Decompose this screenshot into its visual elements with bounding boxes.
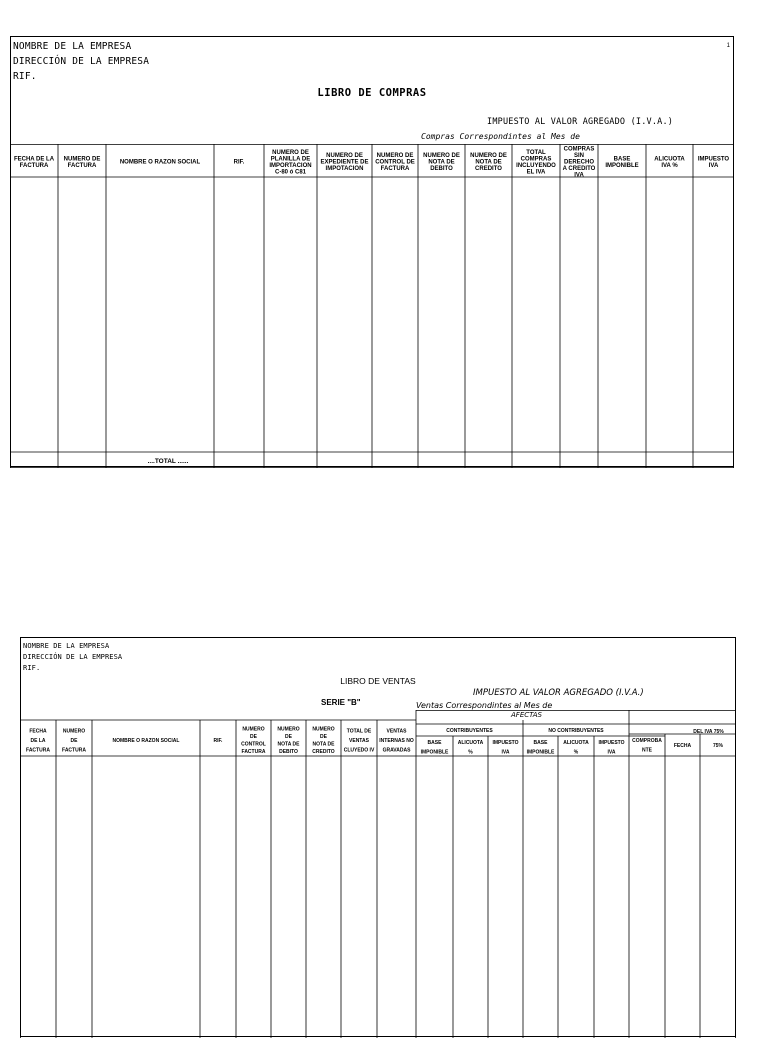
sales-book-title: LIBRO DE VENTAS: [340, 676, 416, 686]
purchases-book-sheet: [10, 36, 734, 467]
sales-column-header: FACTURA: [62, 747, 86, 754]
sales-column-header: FACTURA: [241, 749, 266, 755]
sales-column-header: NUMERO: [312, 726, 335, 733]
sales-column-header: %: [573, 749, 579, 756]
contribuyentes-label: CONTRIBUYENTES: [446, 727, 493, 734]
purchases-column-header: IMPORTACION: [269, 162, 312, 169]
sales-column-header: CLUYEDO IV: [343, 747, 375, 754]
sales-column-header: NTE: [642, 747, 652, 754]
sales-column-header: FECHA: [29, 728, 47, 735]
sales-company-name: NOMBRE DE LA EMPRESA: [23, 642, 110, 650]
purchases-column-header: IMPOTACION: [325, 166, 364, 173]
purchases-column-header: IMPONIBLE: [605, 162, 639, 169]
purchases-table: [10, 144, 734, 468]
page-number: 1: [726, 43, 730, 49]
del-iva-label: DEL IVA 75%: [693, 728, 724, 735]
purchases-column-header: IVA: [574, 172, 584, 179]
purchases-column-header: CONTROL DE: [375, 159, 415, 166]
sales-column-header: COMPROBA: [632, 738, 662, 744]
purchases-column-header: INCLUYENDO: [516, 162, 556, 169]
sales-column-header: NOTA DE: [277, 741, 300, 748]
sales-table: [20, 710, 736, 1038]
sales-column-header: RIF.: [213, 737, 223, 744]
sales-book-sheet: [20, 637, 736, 1037]
purchases-column-header: NUMERO DE: [376, 153, 414, 160]
sales-column-header: IMPONIBLE: [526, 749, 555, 756]
afectas-label: AFECTAS: [511, 711, 542, 719]
purchases-column-header: BASE: [613, 156, 631, 163]
sales-column-header: DE: [70, 737, 78, 744]
purchases-column-header: NOMBRE O RAZON SOCIAL: [119, 159, 201, 166]
sales-column-header: NUMERO: [242, 726, 265, 733]
purchases-column-header: IMPUESTO: [697, 156, 730, 163]
sales-serie: SERIE "B": [321, 698, 361, 707]
sales-column-header: IVA: [501, 749, 510, 756]
sales-column-header: IVA: [607, 749, 616, 756]
purchases-column-header: FACTURA: [19, 162, 49, 169]
company-address: DIRECCIÓN DE LA EMPRESA: [13, 56, 150, 67]
sales-column-header: DE LA: [30, 737, 46, 744]
sales-column-header: CONTROL: [241, 741, 266, 748]
sales-column-header: FACTURA: [26, 747, 50, 754]
sales-column-header: BASE: [427, 740, 442, 746]
purchases-month-label: Compras Correspondintes al Mes de: [421, 132, 580, 141]
purchases-column-header: IVA: [708, 162, 719, 169]
sales-column-header: DEBITO: [279, 749, 298, 755]
purchases-column-header: ALICUOTA: [654, 156, 685, 163]
sales-column-header: TOTAL DE: [346, 728, 372, 735]
sales-column-header: BASE: [533, 740, 548, 746]
sales-column-header: DE: [320, 734, 327, 740]
sales-column-header: IMPUESTO: [492, 740, 519, 746]
sales-column-header: GRAVADAS: [382, 747, 411, 754]
purchases-column-header: FACTURA: [380, 166, 410, 173]
total-label: ....TOTAL ......: [147, 458, 189, 465]
sales-column-header: DE: [250, 734, 257, 740]
purchases-column-header: EL IVA: [526, 169, 546, 176]
purchases-column-header: PLANILLA DE: [270, 156, 311, 163]
purchases-column-header: NUMERO DE: [326, 153, 363, 160]
sales-column-header: VENTAS: [386, 728, 407, 735]
sales-company-address: DIRECCIÓN DE LA EMPRESA: [23, 653, 123, 661]
purchases-column-header: NOTA DE: [475, 159, 502, 166]
purchases-column-header: FACTURA: [67, 162, 97, 169]
purchases-column-header: COMPRAS: [520, 156, 552, 163]
company-name: NOMBRE DE LA EMPRESA: [13, 41, 132, 52]
sales-column-header: CREDITO: [312, 749, 335, 755]
sales-column-header: VENTAS: [349, 737, 369, 744]
sales-column-header: INTERNAS NO: [379, 737, 414, 744]
purchases-column-header: CREDITO: [475, 166, 502, 173]
purchases-column-header: FECHA DE LA: [13, 156, 55, 163]
sales-column-header: ALICUOTA: [563, 740, 589, 746]
sales-column-header: IMPONIBLE: [420, 749, 449, 756]
purchases-column-header: COMPRAS: [563, 146, 595, 153]
purchases-column-header: NUMERO DE: [470, 153, 507, 160]
sales-column-header: NUMERO: [277, 726, 300, 733]
sales-column-header: ALICUOTA: [457, 740, 484, 746]
purchases-column-header: TOTAL: [526, 149, 546, 156]
tax-label: IMPUESTO AL VALOR AGREGADO (I.V.A.): [487, 117, 674, 127]
purchases-column-header: EXPEDIENTE DE: [320, 159, 369, 166]
purchases-column-header: NUMERO DE: [272, 149, 309, 156]
purchases-column-header: SIN: [573, 153, 585, 160]
purchases-book-title: LIBRO DE COMPRAS: [317, 87, 427, 99]
purchases-column-header: DERECHO: [563, 159, 595, 166]
purchases-column-header: IVA %: [661, 162, 678, 169]
sales-column-header: DE: [285, 734, 292, 740]
sales-company-rif: RIF.: [23, 664, 41, 672]
sales-column-header: NOTA DE: [312, 741, 335, 748]
sales-column-header: IMPUESTO: [598, 740, 625, 746]
purchases-column-header: RIF.: [233, 159, 245, 166]
sales-column-header: FECHA: [673, 742, 692, 749]
purchases-column-header: NOTA DE: [428, 159, 455, 166]
purchases-column-header: NUMERO DE: [423, 153, 460, 160]
no-contribuyentes-label: NO CONTRIBUYENTES: [548, 727, 604, 734]
sales-column-header: %: [468, 749, 473, 756]
sales-column-header: NUMERO: [62, 728, 86, 735]
purchases-column-header: A CREDITO: [562, 166, 596, 173]
sales-month-label: Ventas Correspondintes al Mes de: [416, 701, 553, 710]
purchases-column-header: C-80 ó C81: [274, 169, 307, 176]
purchases-column-header: NUMERO DE: [63, 156, 101, 163]
purchases-column-header: DEBITO: [430, 166, 453, 173]
company-rif: RIF.: [13, 71, 37, 82]
sales-column-header: 75%: [712, 742, 724, 749]
sales-column-header: NOMBRE O RAZON SOCIAL: [112, 737, 180, 744]
sales-tax-label: IMPUESTO AL VALOR AGREGADO (I.V.A.): [473, 688, 644, 698]
